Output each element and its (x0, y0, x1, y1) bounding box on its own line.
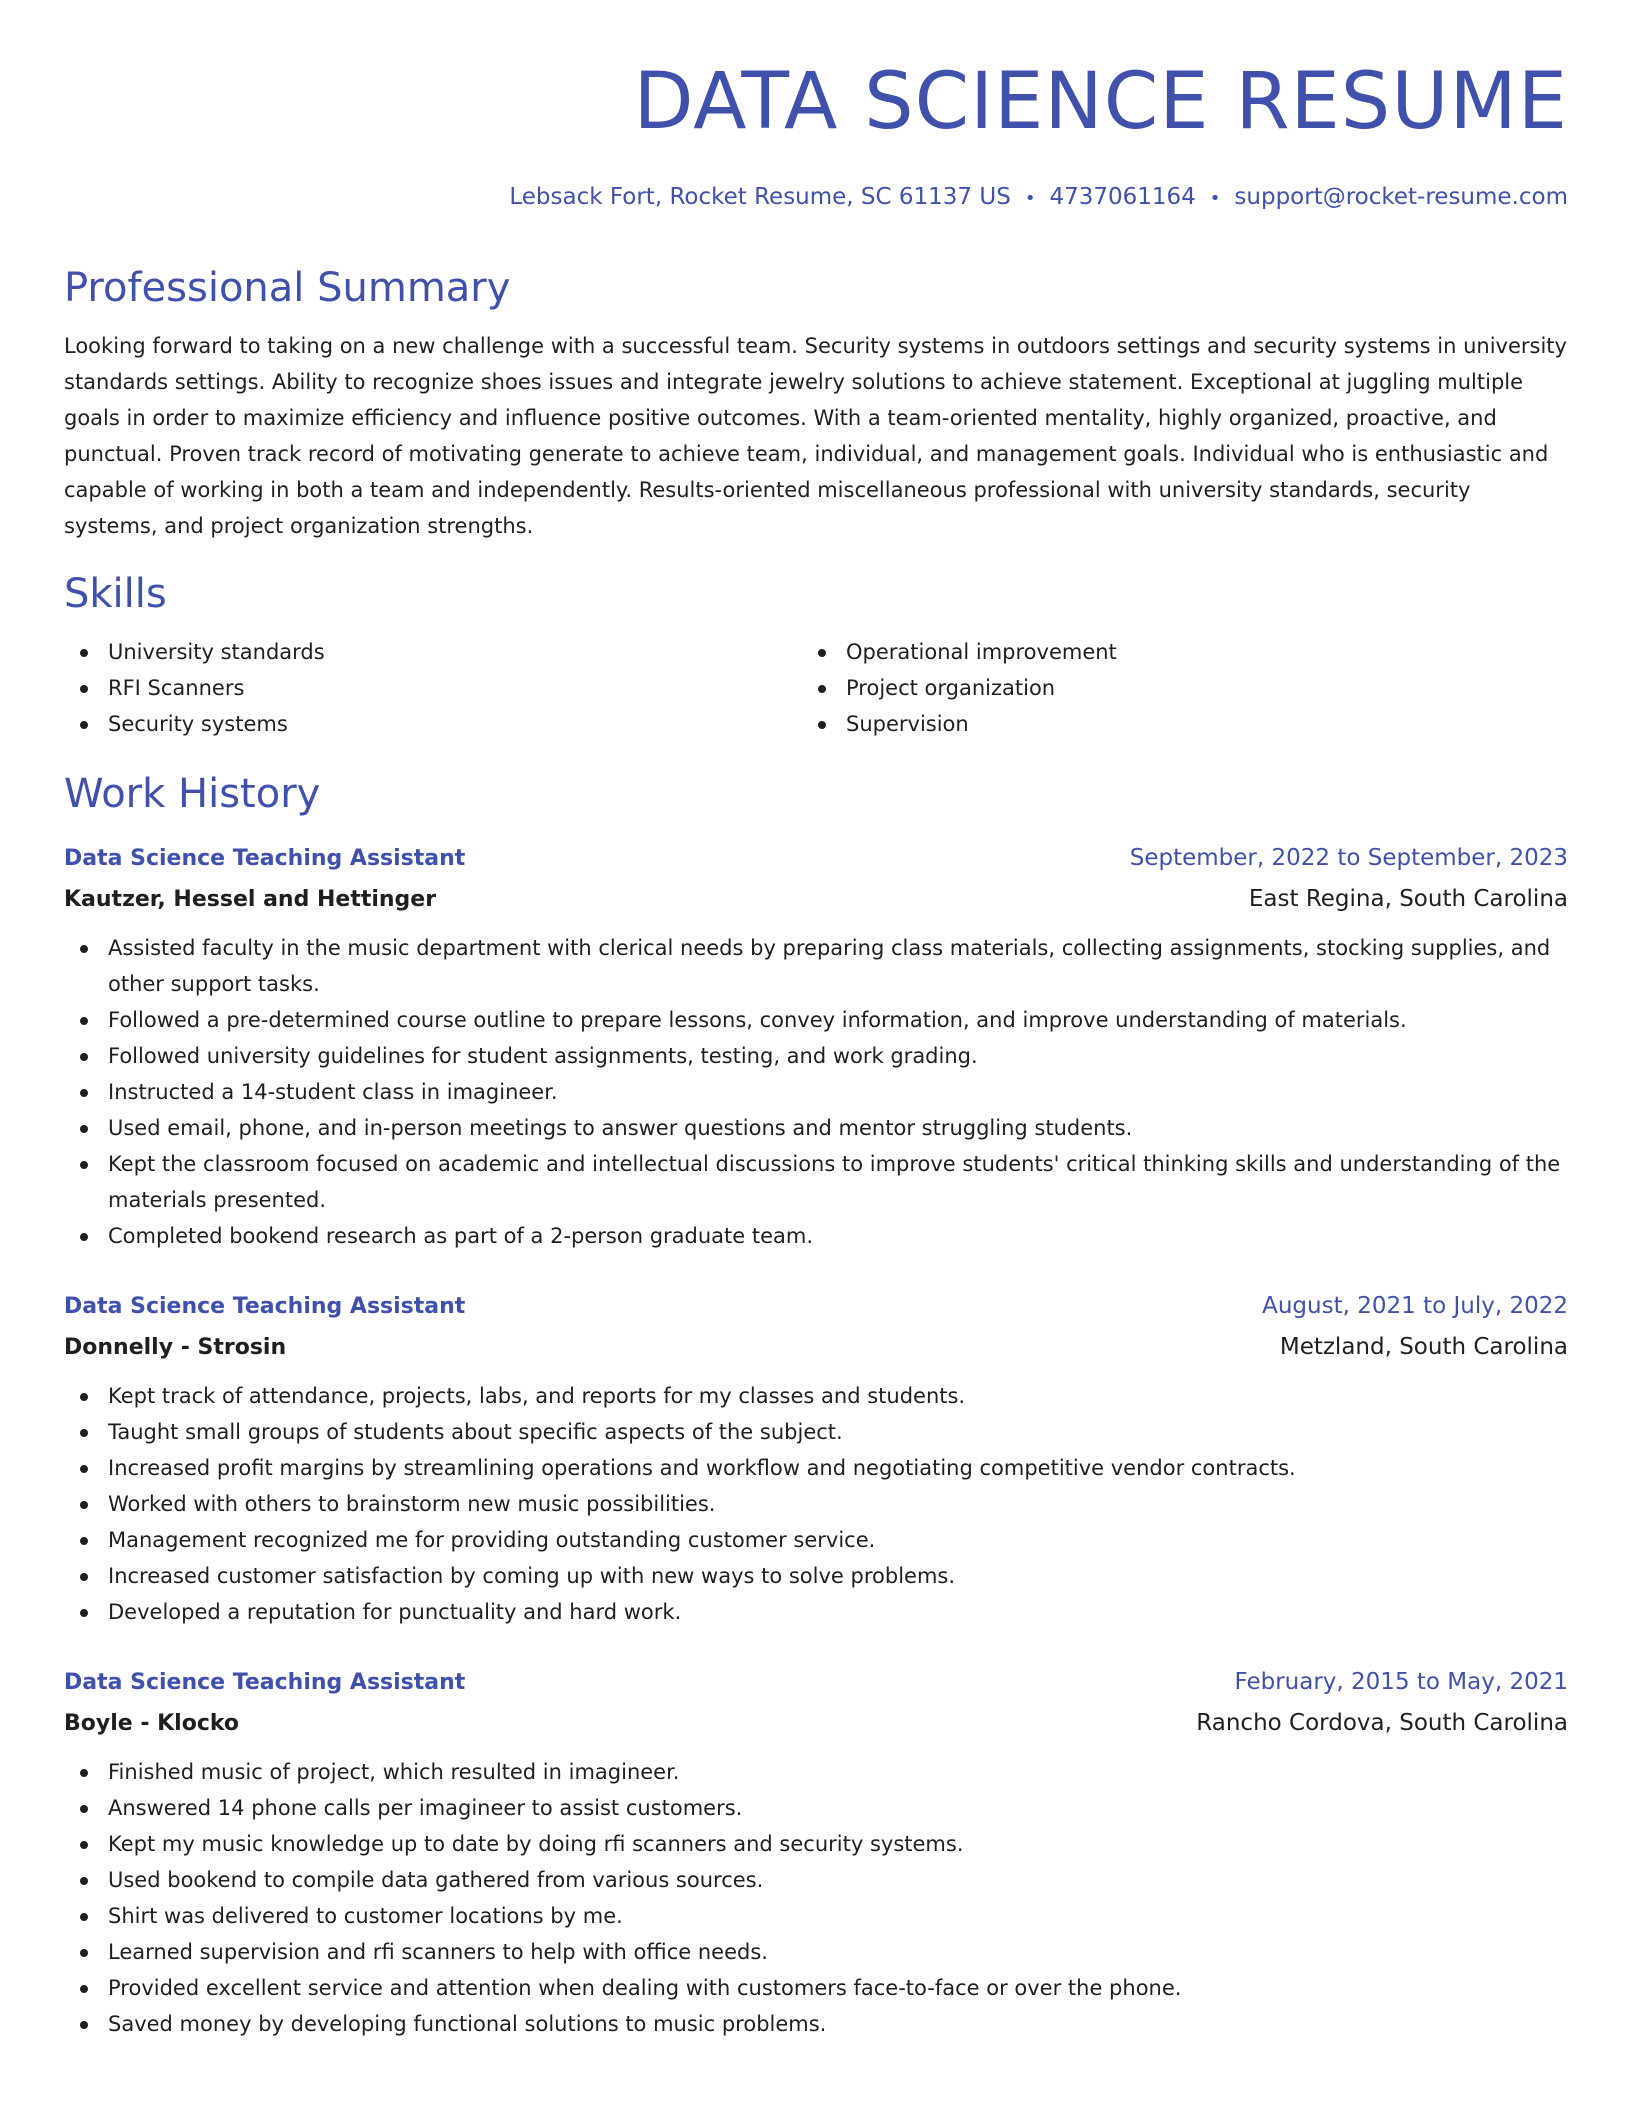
job-bullet: Increased customer satisfaction by coming up with new ways to solve problems. (64, 1558, 1568, 1594)
job-bullet: Saved money by developing functional solutions to music problems. (64, 2006, 1568, 2042)
contact-email[interactable]: support@rocket-resume.com (1234, 184, 1568, 210)
job-title: Data Science Teaching Assistant (64, 846, 466, 871)
skill-item: Security systems (64, 706, 802, 742)
job-location: Rancho Cordova, South Carolina (1196, 1710, 1568, 1736)
resume-header (64, 58, 1568, 214)
job-dates: February, 2015 to May, 2021 (1234, 1669, 1568, 1695)
skills-list (64, 634, 1568, 742)
job-bullet: Followed university guidelines for student assignments, testing, and work grading. (64, 1038, 1568, 1074)
job-entry (64, 838, 1568, 1254)
job-bullet: Developed a reputation for punctuality and hard work. (64, 1594, 1568, 1630)
job-bullet: Worked with others to brainstorm new music possibilities. (64, 1486, 1568, 1522)
resume-title: DATA SCIENCE RESUME (633, 57, 1568, 147)
job-dates: September, 2022 to September, 2023 (1129, 845, 1568, 871)
summary-heading: Professional Summary (64, 265, 511, 311)
job-bullet: Instructed a 14-student class in imagineer. (64, 1074, 1568, 1110)
contact-separator: • (1209, 188, 1221, 209)
job-bullet: Kept my music knowledge up to date by doing rfi scanners and security systems. (64, 1826, 1568, 1862)
job-company: Boyle - Klocko (64, 1711, 240, 1736)
job-location: Metzland, South Carolina (1279, 1334, 1568, 1360)
skill-item: Supervision (802, 706, 1540, 742)
job-header-row (64, 838, 1568, 879)
job-bullet: Assisted faculty in the music department with clerical needs by preparing class materials, collecting assignments, stocking supplies, and other support tasks. (64, 930, 1568, 1002)
job-company: Kautzer, Hessel and Hettinger (64, 887, 437, 912)
job-bullet: Used bookend to compile data gathered from various sources. (64, 1862, 1568, 1898)
job-bullet: Shirt was delivered to customer locations by me. (64, 1898, 1568, 1934)
job-header-row (64, 1286, 1568, 1327)
job-dates: August, 2021 to July, 2022 (1262, 1293, 1568, 1319)
job-bullet: Provided excellent service and attention when dealing with customers face-to-face or over the phone. (64, 1970, 1568, 2006)
job-bullet: Kept the classroom focused on academic and intellectual discussions to improve students' critical thinking skills and understanding of the materials presented. (64, 1146, 1568, 1218)
job-company-row (64, 879, 1568, 920)
job-bullet: Finished music of project, which resulted in imagineer. (64, 1754, 1568, 1790)
job-company-row (64, 1327, 1568, 1368)
job-bullet: Answered 14 phone calls per imagineer to assist customers. (64, 1790, 1568, 1826)
job-company-row (64, 1703, 1568, 1744)
job-title: Data Science Teaching Assistant (64, 1670, 466, 1695)
contact-phone: 4737061164 (1049, 184, 1196, 210)
skills-heading: Skills (64, 571, 167, 617)
job-entry (64, 1662, 1568, 2042)
job-header-row (64, 1662, 1568, 1703)
job-bullets (64, 1378, 1568, 1630)
job-company: Donnelly - Strosin (64, 1335, 287, 1360)
job-bullet: Kept track of attendance, projects, labs, and reports for my classes and students. (64, 1378, 1568, 1414)
job-bullet: Used email, phone, and in-person meetings to answer questions and mentor struggling students. (64, 1110, 1568, 1146)
contact-line (64, 182, 1568, 214)
job-location: East Regina, South Carolina (1248, 886, 1568, 912)
job-bullet: Increased profit margins by streamlining operations and workflow and negotiating competitive vendor contracts. (64, 1450, 1568, 1486)
contact-address: Lebsack Fort, Rocket Resume, SC 61137 US (509, 184, 1011, 210)
work-history-heading: Work History (64, 771, 321, 817)
job-bullets (64, 930, 1568, 1254)
skills-column-left (64, 634, 802, 742)
job-bullet: Followed a pre-determined course outline to prepare lessons, convey information, and improve understanding of materials. (64, 1002, 1568, 1038)
job-bullet: Management recognized me for providing outstanding customer service. (64, 1522, 1568, 1558)
job-bullet: Completed bookend research as part of a 2-person graduate team. (64, 1218, 1568, 1254)
job-entry (64, 1286, 1568, 1630)
job-title: Data Science Teaching Assistant (64, 1294, 466, 1319)
job-bullet: Learned supervision and rfi scanners to help with office needs. (64, 1934, 1568, 1970)
summary-text: Looking forward to taking on a new challenge with a successful team. Security systems in outdoors settings and security systems in university standards settings. Ability to recognize shoes issues and integrate jewelry solutions to achieve statement. Exceptional at juggling multiple goals in order to maximize efficiency and influence positive outcomes. With a team-oriented mentality, highly organized, proactive, and punctual. Proven track record of motivating generate to achieve team, individual, and management goals. Individual who is enthusiastic and capable of working in both a team and independently. Results-oriented miscellaneous professional with university standards, security systems, and project organization strengths. (64, 334, 1567, 538)
job-bullet: Taught small groups of students about specific aspects of the subject. (64, 1414, 1568, 1450)
contact-separator: • (1024, 188, 1036, 209)
skill-item: RFI Scanners (64, 670, 802, 706)
skill-item: Operational improvement (802, 634, 1540, 670)
skill-item: University standards (64, 634, 802, 670)
skill-item: Project organization (802, 670, 1540, 706)
job-bullets (64, 1754, 1568, 2042)
skills-column-right (802, 634, 1540, 742)
